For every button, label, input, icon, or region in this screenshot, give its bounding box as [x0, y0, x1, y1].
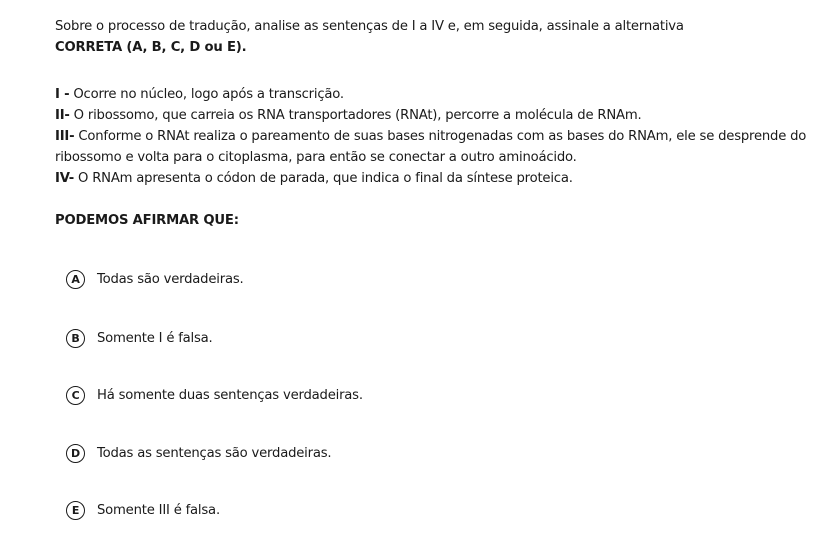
- option-text[interactable]: Todas as sentenças são verdadeiras.: [97, 446, 332, 461]
- option-b[interactable]: [66, 329, 213, 348]
- option-d[interactable]: [66, 444, 331, 463]
- question-prompt: PODEMOS AFIRMAR QUE:: [55, 213, 239, 228]
- statement-text: Conforme o RNAt realiza o pareamento de suas bases nitrogenadas com as bases do RNAm, ele se desprende do ribossomo e volta para o citoplasma, para então se conectar a outro aminoácido.: [55, 129, 807, 165]
- option-letter-circle[interactable]: E: [66, 501, 85, 520]
- statement-text: O RNAm apresenta o códon de parada, que indica o final da síntese proteica.: [74, 171, 573, 186]
- question-intro: [55, 16, 815, 58]
- option-letter-circle[interactable]: C: [66, 386, 85, 405]
- option-text[interactable]: Todas são verdadeiras.: [97, 272, 244, 287]
- option-c[interactable]: [66, 386, 363, 405]
- question-container: [55, 16, 815, 231]
- intro-line-1: Sobre o processo de tradução, analise as sentenças de I a IV e, em seguida, assinale a alternativa: [55, 19, 684, 34]
- option-text[interactable]: Somente III é falsa.: [97, 503, 220, 518]
- statement-number: III-: [55, 129, 75, 144]
- statement-1: [55, 84, 815, 105]
- statement-4: [55, 168, 815, 189]
- intro-line-2: CORRETA (A, B, C, D ou E).: [55, 40, 247, 55]
- option-a[interactable]: [66, 270, 243, 289]
- statement-2: [55, 105, 815, 126]
- option-letter-circle[interactable]: A: [66, 270, 85, 289]
- statement-3: [55, 126, 815, 168]
- option-letter-circle[interactable]: D: [66, 444, 85, 463]
- statement-text: Ocorre no núcleo, logo após a transcrição.: [69, 87, 344, 102]
- statement-number: I -: [55, 87, 70, 102]
- statement-text: O ribossomo, que carreia os RNA transportadores (RNAt), percorre a molécula de RNAm.: [69, 108, 642, 123]
- statement-number: IV-: [55, 171, 75, 186]
- option-text[interactable]: Somente I é falsa.: [97, 331, 213, 346]
- statement-number: II-: [55, 108, 70, 123]
- option-e[interactable]: [66, 501, 220, 520]
- option-letter-circle[interactable]: B: [66, 329, 85, 348]
- option-text[interactable]: Há somente duas sentenças verdadeiras.: [97, 388, 363, 403]
- statements-list: [55, 84, 815, 189]
